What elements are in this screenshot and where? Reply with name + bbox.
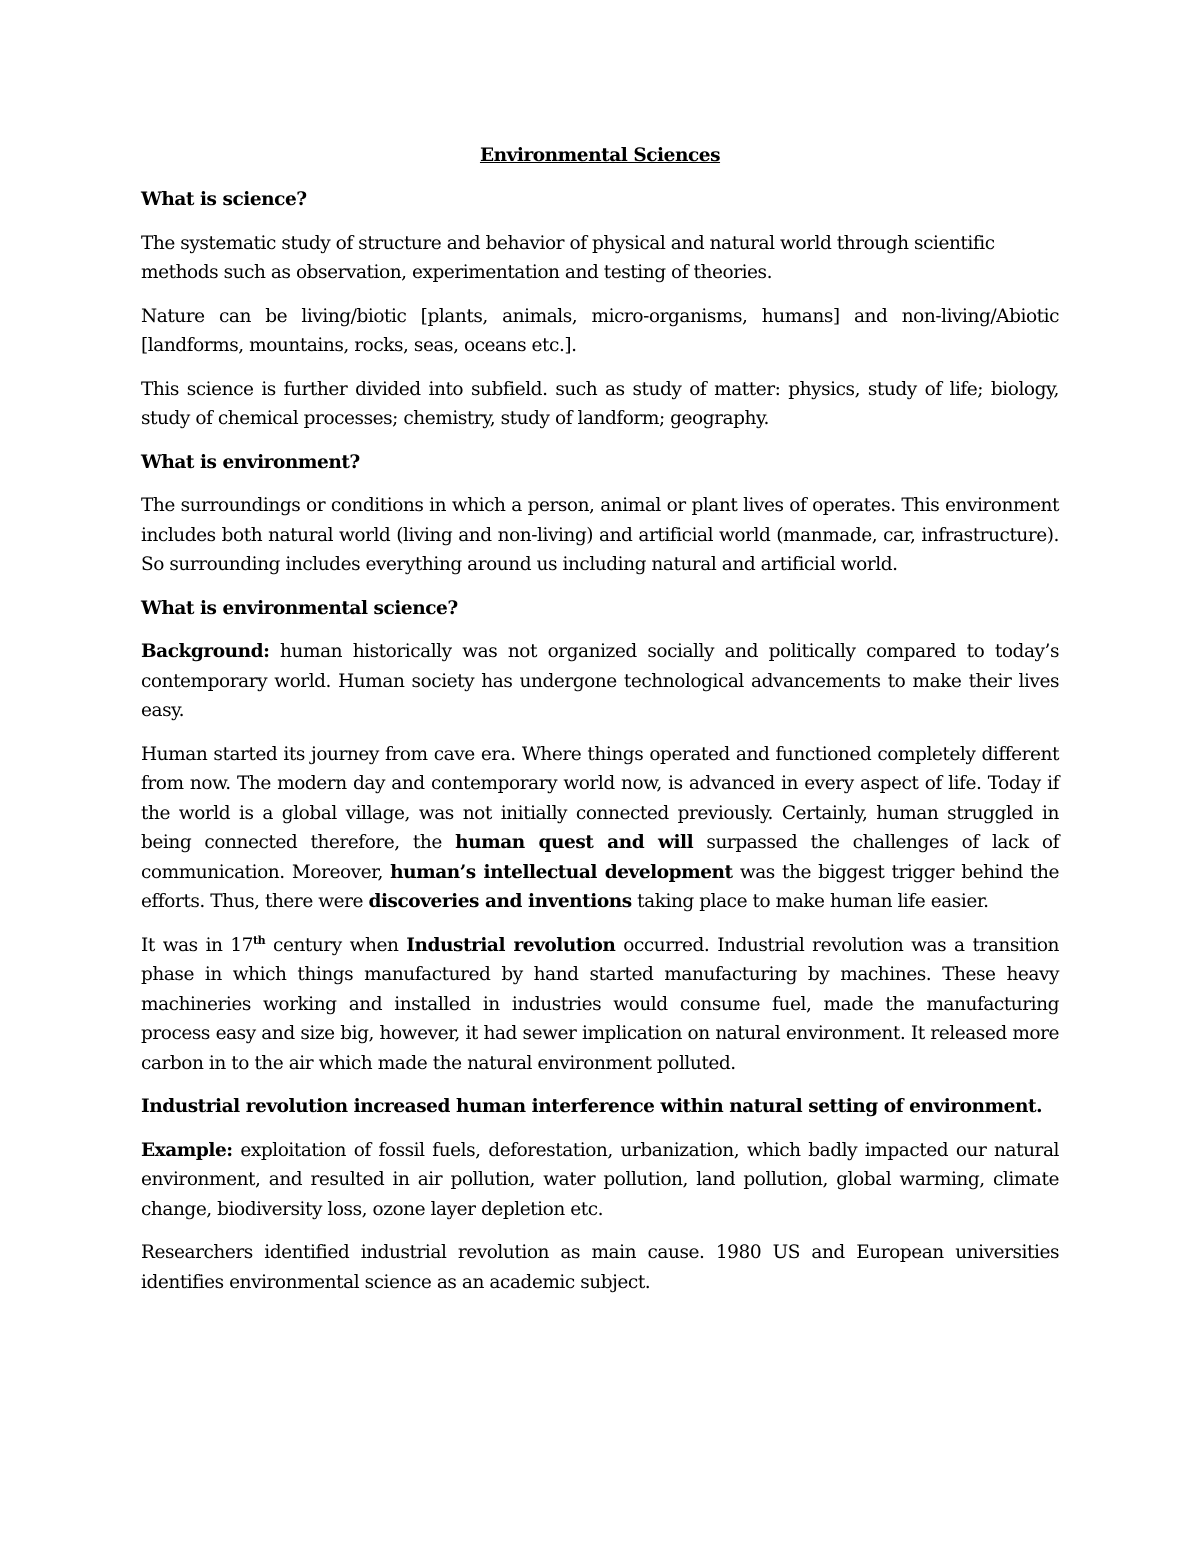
paragraph-subfields: This science is further divided into subfield. such as study of matter: physics, study of life; biology, study of chemical processes; chemistry, study of landform; geography. (141, 378, 1059, 429)
example-text: exploitation of fossil fuels, deforestation, urbanization, which badly impacted our natural environment, and resulted in air pollution, water pollution, land pollution, global warming, climate change, biodiversity loss, ozone layer depletion etc. (141, 1139, 1059, 1220)
industrial-text-1: It was in 17 (141, 934, 253, 956)
background-label: Background: (141, 641, 270, 662)
superscript-th: th (253, 933, 266, 947)
paragraph-researchers: Researchers identified industrial revolution as main cause. 1980 US and European universities identifies environmental science as an academic subject. (141, 1242, 1059, 1293)
paragraph-example (141, 1136, 1059, 1225)
journey-text-2: surpassed the challenges of lack of communication. Moreover, (141, 832, 1059, 883)
heading-what-is-science: What is science? (141, 189, 307, 210)
industrial-text-3: occurred. Industrial revolution was a transition phase in which things manufactured by hand started manufacturing by machines. These heavy machineries working and installed in industries would consume fuel, made the manufacturing process easy and size big, however, it had sewer implication on natural environment. It released more carbon in to the air which made the natural environment polluted. (141, 934, 1059, 1074)
document-page (141, 141, 1059, 1311)
heading-what-is-environment: What is environment? (141, 451, 360, 473)
paragraph-environment-definition: The surroundings or conditions in which a person, animal or plant lives of operates. This environment includes both natural world (living and non-living) and artificial world (manmade, car, infrastructure). So surrounding includes everything around us including natural and artificial world. (141, 495, 1059, 575)
paragraph-background (141, 637, 1059, 726)
paragraph-science-definition: The systematic study of structure and behavior of physical and natural world through scientific methods such as observation, experimentation and testing of theories. (141, 232, 995, 283)
journey-bold-quest: human quest and will (455, 832, 694, 853)
journey-bold-discoveries: discoveries and inventions (368, 891, 632, 912)
industrial-text-2: century when (265, 934, 407, 956)
document-title: Environmental Sciences (479, 145, 721, 166)
industrial-bold-term: Industrial revolution (406, 934, 616, 956)
paragraph-industrial-revolution (141, 931, 1059, 1079)
paragraph-nature: Nature can be living/biotic [plants, animals, micro-organisms, humans] and non-living/Abiotic [landforms, mountains, rocks, seas, oceans etc.]. (141, 305, 1059, 356)
paragraph-human-journey (141, 740, 1059, 917)
heading-what-is-environmental-science: What is environmental science? (141, 597, 458, 619)
journey-bold-intellectual: human’s intellectual development (390, 861, 733, 883)
journey-text-4: taking place to make human life easier. (631, 891, 989, 912)
bold-statement-industrial-interference: Industrial revolution increased human interference within natural setting of environment. (141, 1096, 1043, 1117)
example-label: Example: (141, 1139, 233, 1161)
background-text: human historically was not organized socially and politically compared to today’s contemporary world. Human society has undergone technological advancements to make their lives easy. (141, 641, 1059, 721)
journey-text-3: was the biggest trigger behind the efforts. Thus, there were (141, 861, 1059, 912)
journey-text-1: Human started its journey from cave era. Where things operated and functioned completely different from now. The modern day and contemporary world now, is advanced in every aspect of life. Today if the world is a global village, was not initially connected previously. Certainly, human struggled in being connected therefore, the (141, 743, 1059, 853)
